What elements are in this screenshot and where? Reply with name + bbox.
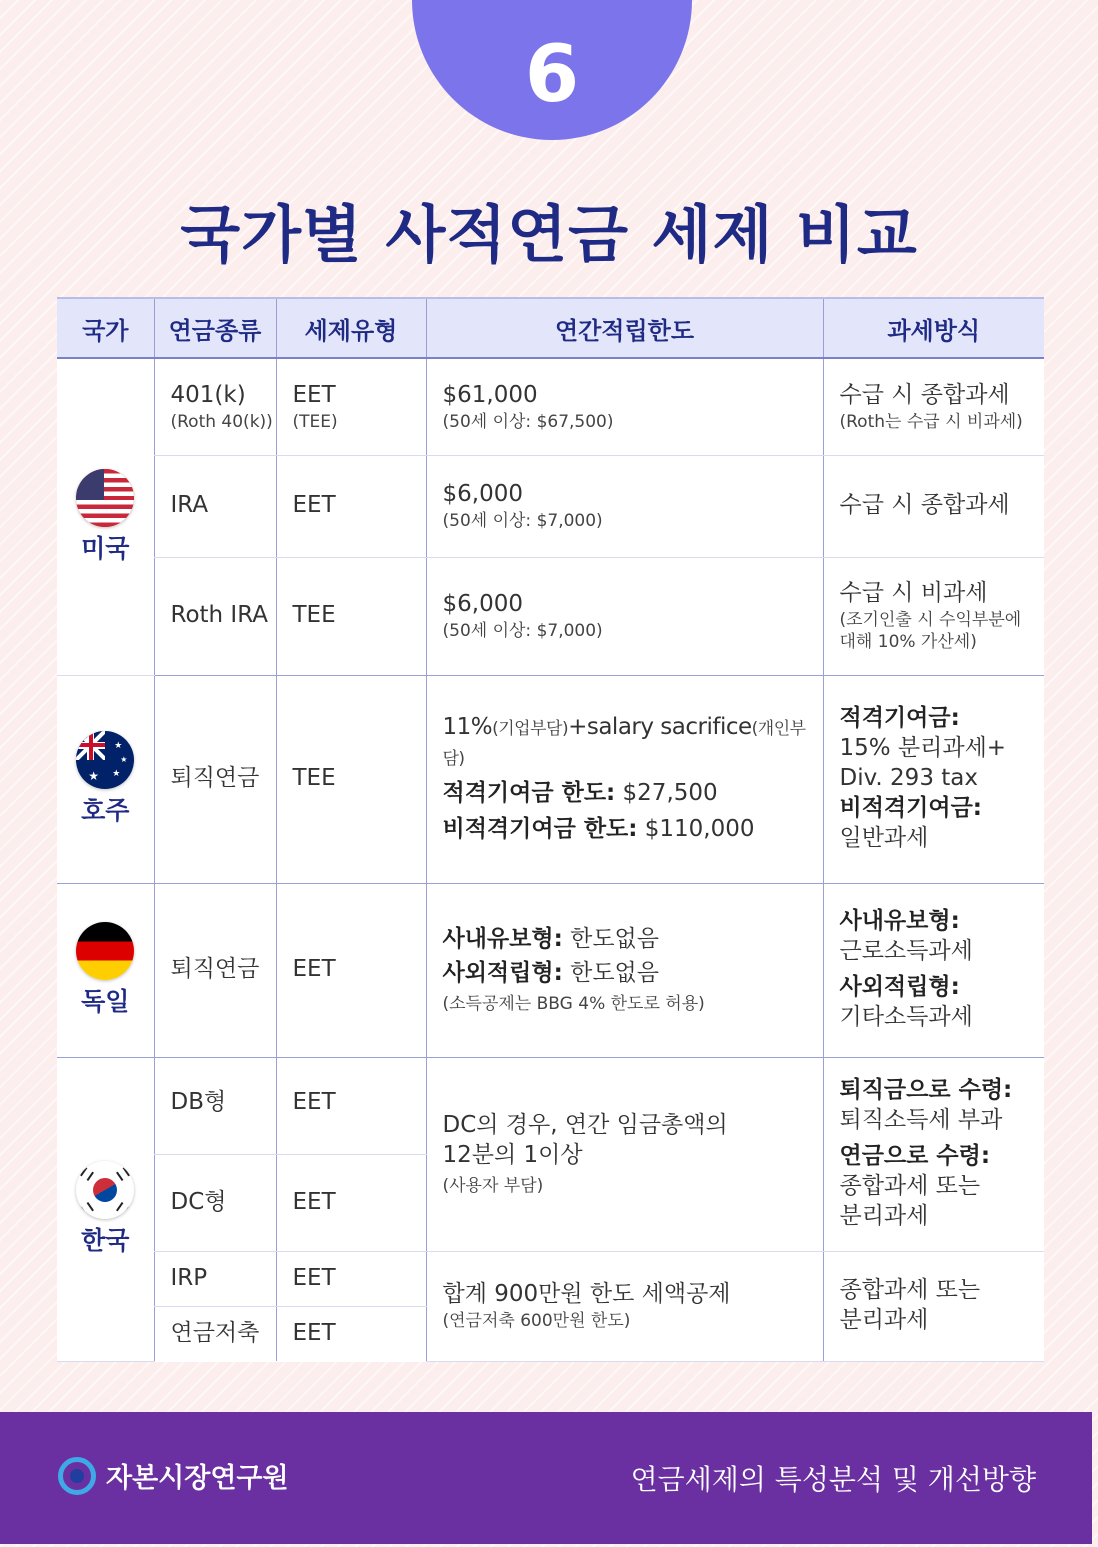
- method-value: 수급 시 비과세: [839, 579, 988, 606]
- limit-value: $6,000: [442, 591, 523, 617]
- method-sub: (조기인출 시 수익부분에: [839, 609, 1022, 630]
- method-sub: (Roth는 수급 시 비과세): [839, 411, 1023, 432]
- cell-limit: [426, 455, 823, 557]
- cell-method: [823, 358, 1044, 455]
- limit-value: $110,000: [637, 815, 755, 842]
- method-label: 퇴직금으로 수령:: [839, 1077, 1013, 1104]
- footer-logo: [58, 1456, 289, 1495]
- pension-type: 401(k): [170, 381, 246, 408]
- cell-type: DC형: [154, 1154, 276, 1251]
- limit-part: (기업부담): [492, 719, 569, 740]
- method-label: 사내유보형:: [839, 908, 960, 935]
- cell-type: 퇴직연금: [154, 675, 276, 883]
- limit-line: [443, 959, 823, 989]
- method-label: 적격기여금:: [839, 705, 960, 732]
- cell-tax: EET: [276, 883, 426, 1057]
- method-label: 비적격기여금:: [839, 794, 983, 821]
- cell-type: 퇴직연금: [154, 883, 276, 1057]
- method-value: 퇴직소득세 부과: [839, 1107, 1003, 1134]
- limit-line: [443, 779, 823, 809]
- method-label: 연금으로 수령:: [839, 1143, 991, 1170]
- pension-type-sub: (Roth 40(k)): [170, 411, 273, 432]
- limit-label: 적격기여금 한도:: [442, 780, 616, 806]
- table-row: [57, 675, 1044, 883]
- header-annual-limit: 연간적립한도: [426, 298, 823, 358]
- limit-value: 한도없음: [562, 959, 659, 986]
- cell-method: [823, 883, 1044, 1057]
- cell-tax: EET: [276, 1154, 426, 1251]
- cell-tax: TEE: [276, 675, 426, 883]
- cell-limit: [426, 1057, 823, 1251]
- cell-type: IRP: [154, 1251, 276, 1306]
- country-name-us: 미국: [81, 533, 130, 563]
- section-number: 6: [524, 30, 580, 120]
- cell-type: 연금저축: [154, 1306, 276, 1361]
- method-value: 근로소득과세: [839, 938, 973, 965]
- cell-type: [154, 358, 276, 455]
- cell-limit: [426, 883, 823, 1057]
- limit-value: DC의 경우, 연간 임금총액의: [442, 1112, 728, 1139]
- method-sub: 대해 10% 가산세): [839, 631, 977, 652]
- method-value: 15% 분리과세+: [839, 735, 1007, 762]
- method-value: 분리과세: [839, 1202, 929, 1229]
- country-name-au: 호주: [81, 795, 130, 825]
- comparison-table: [57, 297, 1044, 1362]
- cell-type: Roth IRA: [154, 557, 276, 675]
- method-label: 사외적립형:: [839, 974, 960, 1000]
- table-row: [57, 557, 1044, 675]
- flag-de-icon: [76, 922, 134, 980]
- method-value: 종합과세 또는: [839, 1277, 981, 1304]
- limit-value: $61,000: [442, 381, 538, 408]
- limit-sub: (소득공제는 BBG 4% 한도로 허용): [442, 993, 705, 1014]
- tax-type: EET: [292, 381, 336, 408]
- limit-label: 사내유보형:: [442, 926, 563, 953]
- header-tax-type: 세제유형: [276, 298, 426, 358]
- cell-method: [823, 675, 1044, 883]
- limit-part: (개인부담): [442, 719, 806, 770]
- cell-tax: EET: [276, 455, 426, 557]
- method-value: 일반과세: [839, 824, 929, 851]
- limit-value: 12분의 1이상: [442, 1141, 583, 1168]
- limit-line: [443, 815, 823, 845]
- table-row: [57, 358, 1044, 455]
- cell-limit: [426, 675, 823, 883]
- table-row: [57, 883, 1044, 1057]
- limit-value: 합계 900만원 한도 세액공제: [442, 1281, 731, 1307]
- flag-kr-icon: [76, 1161, 134, 1219]
- limit-line: [443, 713, 823, 773]
- logo-icon: [58, 1457, 96, 1495]
- limit-label: 비적격기여금 한도:: [442, 815, 638, 842]
- limit-value: $6,000: [442, 481, 523, 507]
- limit-line: [443, 925, 823, 955]
- cell-limit: [426, 1251, 823, 1361]
- section-number-badge: [412, 0, 692, 140]
- tax-type-sub: (TEE): [292, 411, 338, 432]
- cell-tax: [276, 358, 426, 455]
- cell-method: 수급 시 종합과세: [823, 455, 1044, 557]
- table-row: [57, 1251, 1044, 1306]
- country-cell-us: [57, 358, 154, 675]
- table-row: [57, 1057, 1044, 1154]
- limit-sub: (50세 이상: $7,000): [442, 620, 603, 641]
- limit-label: 사외적립형:: [442, 959, 563, 986]
- flag-au-icon: ★ ★ ★ ★: [76, 731, 134, 789]
- country-name-kr: 한국: [81, 1225, 130, 1255]
- limit-value: 한도없음: [562, 926, 659, 953]
- limit-sub: (50세 이상: $67,500): [442, 411, 614, 432]
- method-value: 종합과세 또는: [839, 1172, 981, 1199]
- limit-value: $27,500: [615, 780, 718, 806]
- cell-method: [823, 1057, 1044, 1251]
- cell-tax: EET: [276, 1306, 426, 1361]
- country-cell-kr: [57, 1057, 154, 1361]
- limit-sub: (사용자 부담): [442, 1175, 544, 1196]
- table-row: [57, 455, 1044, 557]
- cell-limit: [426, 358, 823, 455]
- cell-tax: EET: [276, 1057, 426, 1154]
- limit-part: +salary sacrifice: [568, 714, 752, 741]
- cell-method: [823, 1251, 1044, 1361]
- limit-part: 11%: [442, 714, 493, 741]
- method-value: 분리과세: [839, 1307, 929, 1333]
- country-name-de: 독일: [81, 986, 130, 1016]
- cell-type: DB형: [154, 1057, 276, 1154]
- country-cell-au: [57, 675, 154, 883]
- limit-sub: (50세 이상: $7,000): [442, 510, 603, 531]
- header-country: 국가: [57, 298, 154, 358]
- flag-us-icon: [76, 469, 134, 527]
- limit-sub: (연금저축 600만원 한도): [442, 1310, 631, 1331]
- page-title: 국가별 사적연금 세제 비교: [180, 198, 918, 271]
- footer-report-title: 연금세제의 특성분석 및 개선방향: [630, 1463, 1036, 1496]
- header-pension-type: 연금종류: [154, 298, 276, 358]
- comparison-table-wrap: [57, 297, 1044, 1362]
- method-value: Div. 293 tax: [839, 765, 978, 792]
- method-value: 수급 시 종합과세: [839, 381, 1010, 408]
- cell-type: IRA: [154, 455, 276, 557]
- footer-bar: [0, 1412, 1092, 1544]
- cell-tax: EET: [276, 1251, 426, 1306]
- cell-tax: TEE: [276, 557, 426, 675]
- header-row: [57, 298, 1044, 358]
- footer-org-name: 자본시장연구원: [106, 1463, 289, 1494]
- method-value: 기타소득과세: [839, 1003, 973, 1030]
- cell-method: [823, 557, 1044, 675]
- header-taxation: 과세방식: [823, 298, 1044, 358]
- cell-limit: [426, 557, 823, 675]
- country-cell-de: [57, 883, 154, 1057]
